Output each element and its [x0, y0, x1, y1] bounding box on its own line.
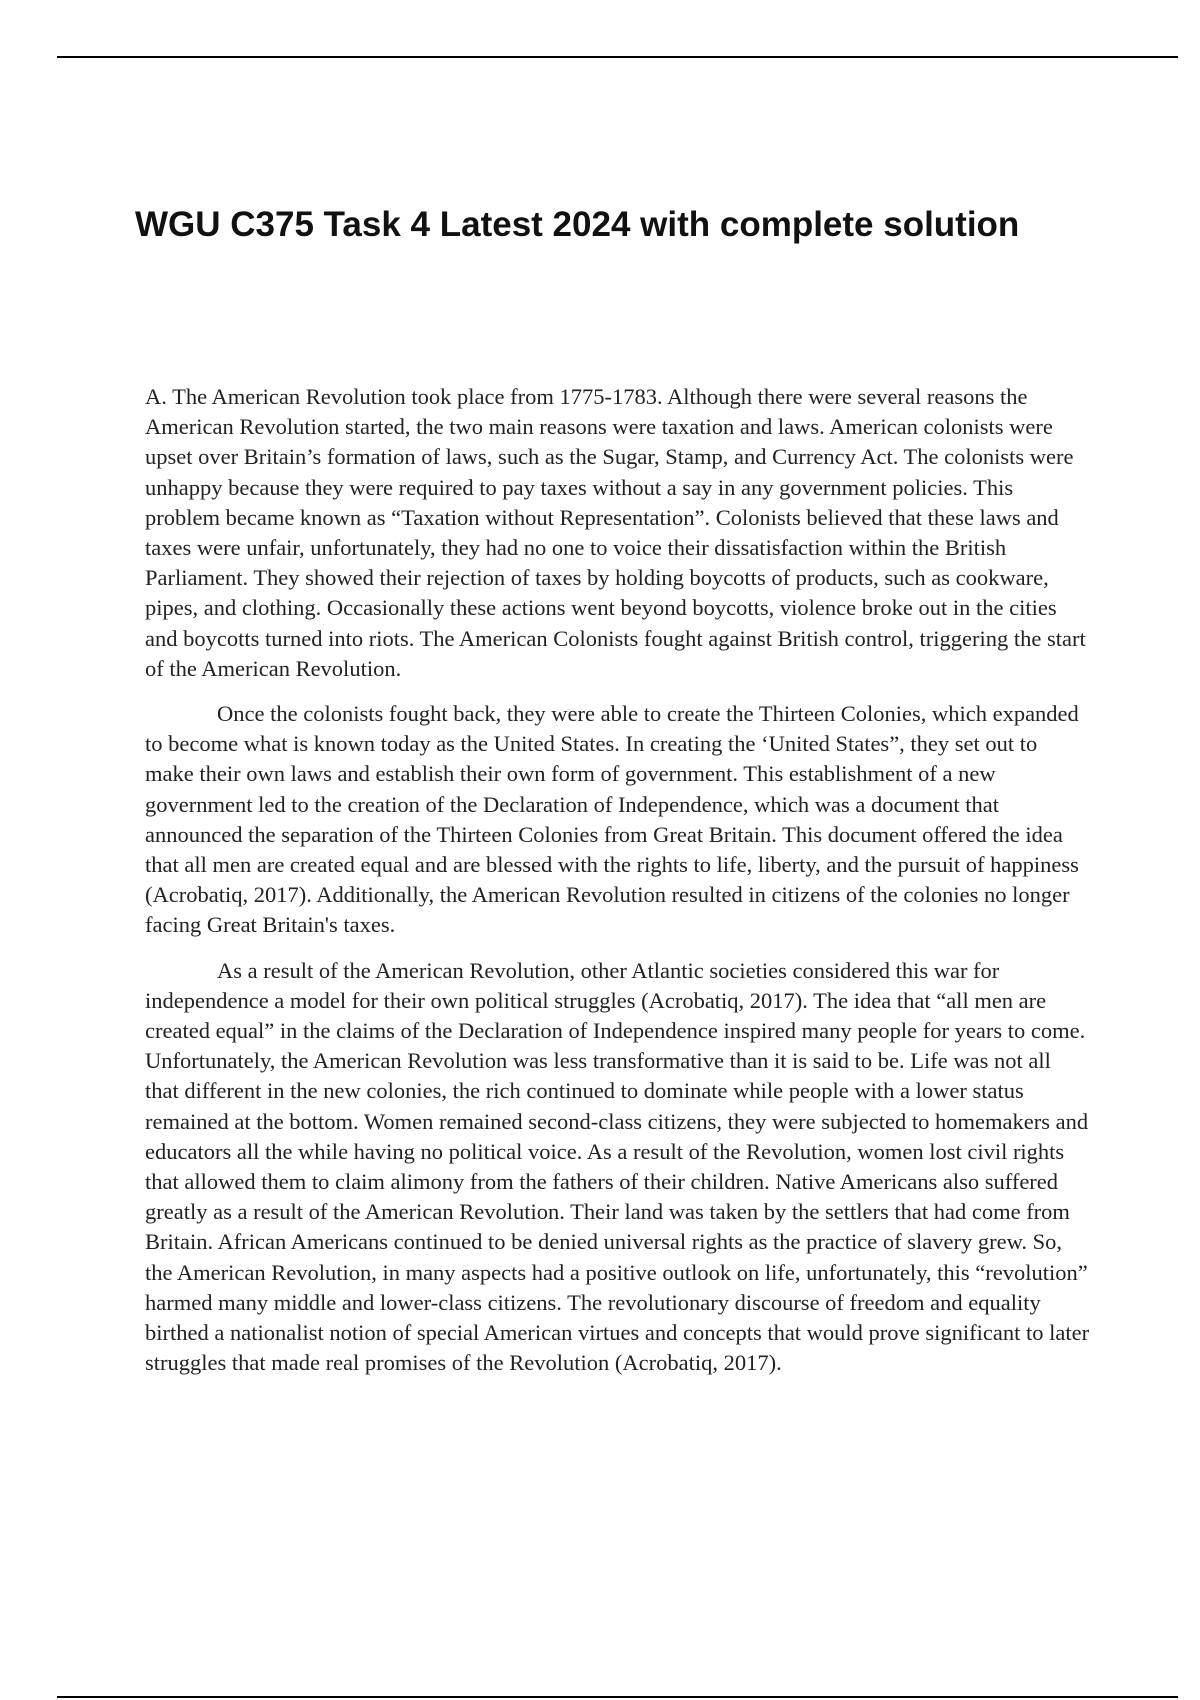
- bottom-rule: [57, 1696, 1178, 1698]
- top-rule: [57, 56, 1178, 58]
- paragraph-3: As a result of the American Revolution, other Atlantic societies considered this war for independence a model for their own political struggles (Acrobatiq, 2017). The idea that “all men are created equal” in the claims of the Declaration of Independence inspired many people for years to come. Unfortunately, the American Revolution was less transformative than it is said to be. Life was not all that different in the new colonies, the rich continued to dominate while people with a lower status remained at the bottom. Women remained second-class citizens, they were subjected to homemakers and educators all the while having no political voice. As a result of the Revolution, women lost civil rights that allowed them to claim alimony from the fathers of their children. Native Americans also suffered greatly as a result of the American Revolution. Their land was taken by the settlers that had come from Britain. African Americans continued to be denied universal rights as the practice of slavery grew. So, the American Revolution, in many aspects had a positive outlook on life, unfortunately, this “revolution” harmed many middle and lower-class citizens. The revolutionary discourse of freedom and equality birthed a nationalist notion of special American virtues and concepts that would prove significant to later struggles that made real promises of the Revolution (Acrobatiq, 2017).: [145, 957, 1090, 1376]
- document-body: [145, 382, 1090, 1394]
- document-title: WGU C375 Task 4 Latest 2024 with complete solution: [135, 205, 1020, 244]
- paragraph-2: Once the colonists fought back, they were able to create the Thirteen Colonies, which expanded to become what is known today as the United States. In creating the ‘United States”, they set out to make their own laws and establish their own form of government. This establishment of a new government led to the creation of the Declaration of Independence, which was a document that announced the separation of the Thirteen Colonies from Great Britain. This document offered the idea that all men are created equal and are blessed with the rights to life, liberty, and the pursuit of happiness (Acrobatiq, 2017). Additionally, the American Revolution resulted in citizens of the colonies no longer facing Great Britain's taxes.: [145, 701, 1079, 938]
- paragraph-1: A. The American Revolution took place from 1775-1783. Although there were several reasons the American Revolution started, the two main reasons were taxation and laws. American colonists were upset over Britain’s formation of laws, such as the Sugar, Stamp, and Currency Act. The colonists were unhappy because they were required to pay taxes without a say in any government policies. This problem became known as “Taxation without Representation”. Colonists believed that these laws and taxes were unfair, unfortunately, they had no one to voice their dissatisfaction within the British Parliament. They showed their rejection of taxes by holding boycotts of products, such as cookware, pipes, and clothing. Occasionally these actions went beyond boycotts, violence broke out in the cities and boycotts turned into riots. The American Colonists fought against British control, triggering the start of the American Revolution.: [145, 384, 1086, 681]
